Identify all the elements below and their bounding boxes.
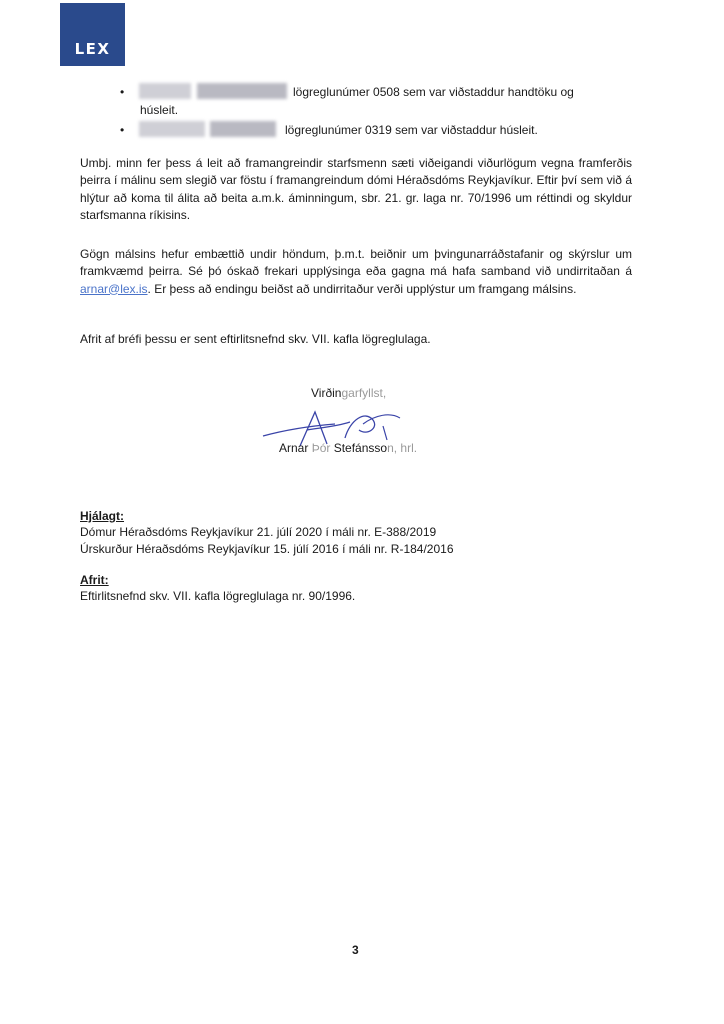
signer-name-a: Arnar bbox=[279, 441, 312, 455]
paragraph-documents-text-end: . Er þess að endingu beiðst að undirritaður verði upplýstur um framgang málsins. bbox=[147, 281, 577, 296]
bullet-marker: • bbox=[120, 85, 125, 99]
closing-greeting bbox=[311, 385, 386, 401]
bullet-marker: • bbox=[120, 123, 125, 137]
closing-greeting-b: garfyllst, bbox=[341, 386, 387, 400]
bullet-1-line-2: húsleit. bbox=[140, 103, 179, 117]
bullet-2-line-1: lögreglunúmer 0319 sem var viðstaddur húsleit. bbox=[285, 123, 538, 137]
logo-text: LEX bbox=[74, 40, 111, 58]
paragraph-request: Umbj. minn fer þess á leit að framangreindir starfsmenn sæti viðeigandi viðurlögum vegna framferðis þeirra í málinu sem slegið var föstu í framangreindum dómi Héraðsdóms Reykjavíkur. Eftir því sem við á hlýtur að koma til álita að beita a.m.k. áminningum, sbr. 21. gr. laga nr. 70/1996 um réttindi og skyldur starfsmanna ríkisins. bbox=[80, 156, 632, 222]
closing-greeting-a: Virðin bbox=[311, 386, 342, 400]
page-number: 3 bbox=[352, 943, 359, 957]
redacted-name bbox=[197, 83, 287, 99]
signer-name bbox=[279, 440, 417, 456]
paragraph-documents bbox=[80, 246, 632, 298]
redacted-name bbox=[210, 121, 276, 137]
signer-name-b: Þór bbox=[311, 441, 331, 455]
copy-item: Eftirlitsnefnd skv. VII. kafla lögreglulaga nr. 90/1996. bbox=[80, 589, 356, 603]
redacted-name bbox=[139, 121, 205, 137]
attachment-item: Úrskurður Héraðsdóms Reykjavíkur 15. júlí 2016 í máli nr. R-184/2016 bbox=[80, 542, 454, 556]
attachments-heading: Hjálagt: bbox=[80, 509, 125, 523]
redacted-name bbox=[139, 83, 191, 99]
signer-name-d: n, hrl. bbox=[387, 441, 418, 455]
signer-name-c: Stefánsso bbox=[330, 441, 388, 455]
copy-heading: Afrit: bbox=[80, 573, 109, 587]
email-link[interactable]: arnar@lex.is bbox=[80, 281, 148, 296]
attachment-item: Dómur Héraðsdóms Reykjavíkur 21. júlí 2020 í máli nr. E-388/2019 bbox=[80, 525, 437, 539]
paragraph-copy-note: Afrit af bréfi þessu er sent eftirlitsnefnd skv. VII. kafla lögreglulaga. bbox=[80, 332, 431, 346]
lex-logo bbox=[60, 3, 125, 66]
bullet-1-line-1: lögreglunúmer 0508 sem var viðstaddur handtöku og bbox=[293, 85, 574, 99]
paragraph-documents-text: Gögn málsins hefur embættið undir höndum, þ.m.t. beiðnir um þvingunarráðstafanir og skýrslur um framkvæmd þeirra. Sé þó óskað frekari upplýsinga eða gagna má hafa samband við undirritaðan á bbox=[80, 247, 632, 279]
